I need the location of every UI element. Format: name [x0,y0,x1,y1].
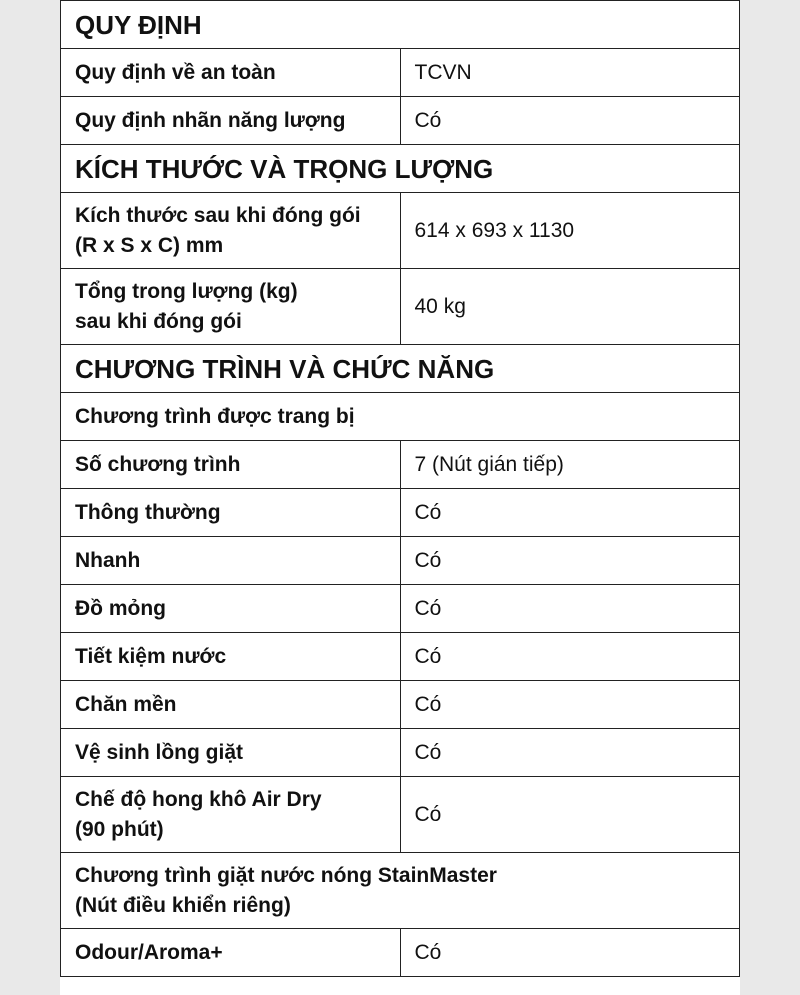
table-row [61,393,740,441]
spec-value: TCVN [400,49,740,97]
spec-value: Có [400,729,740,777]
table-row [61,269,740,345]
spec-value: Có [400,633,740,681]
table-row [61,193,740,269]
spec-value: Có [400,585,740,633]
table-row [61,97,740,145]
spec-sheet [60,0,740,995]
spec-label: Thông thường [61,489,401,537]
spec-label-line: (R x S x C) mm [75,233,224,257]
spec-value: Có [400,777,740,853]
spec-label: Tiết kiệm nước [61,633,401,681]
table-row [61,929,740,977]
section-title-programs: CHƯƠNG TRÌNH VÀ CHỨC NĂNG [61,345,740,393]
spec-value: Có [400,97,740,145]
spec-table [60,0,740,977]
spec-label [61,269,401,345]
table-row [61,633,740,681]
section-header-row [61,145,740,193]
table-row [61,729,740,777]
spec-value: Có [400,929,740,977]
table-row [61,537,740,585]
spec-value: Có [400,489,740,537]
table-row [61,853,740,929]
spec-label: Đồ mỏng [61,585,401,633]
spec-subheading [61,853,740,929]
spec-value: 614 x 693 x 1130 [400,193,740,269]
spec-label-line: sau khi đóng gói [75,309,242,333]
table-row [61,585,740,633]
spec-label-line: (90 phút) [75,817,164,841]
section-title-regulations: QUY ĐỊNH [61,1,740,49]
table-row [61,49,740,97]
section-header-row [61,345,740,393]
spec-label: Odour/Aroma+ [61,929,401,977]
spec-label-line: Kích thước sau khi đóng gói [75,203,361,227]
spec-label: Vệ sinh lồng giặt [61,729,401,777]
spec-value: 7 (Nút gián tiếp) [400,441,740,489]
spec-label: Nhanh [61,537,401,585]
spec-subheading: Chương trình được trang bị [61,393,740,441]
section-title-dimensions: KÍCH THƯỚC VÀ TRỌNG LƯỢNG [61,145,740,193]
spec-label-line: Tổng trong lượng (kg) [75,279,298,303]
spec-label: Số chương trình [61,441,401,489]
spec-label-line: Chương trình giặt nước nóng StainMaster [75,863,497,887]
spec-value: Có [400,681,740,729]
spec-label: Quy định về an toàn [61,49,401,97]
table-row [61,489,740,537]
spec-value: 40 kg [400,269,740,345]
spec-label-line: Chế độ hong khô Air Dry [75,787,322,811]
section-header-row [61,1,740,49]
table-row [61,777,740,853]
spec-label [61,193,401,269]
spec-label: Chăn mền [61,681,401,729]
table-row [61,681,740,729]
spec-label [61,777,401,853]
spec-value: Có [400,537,740,585]
spec-label-line: (Nút điều khiển riêng) [75,893,291,917]
spec-label: Quy định nhãn năng lượng [61,97,401,145]
table-row [61,441,740,489]
